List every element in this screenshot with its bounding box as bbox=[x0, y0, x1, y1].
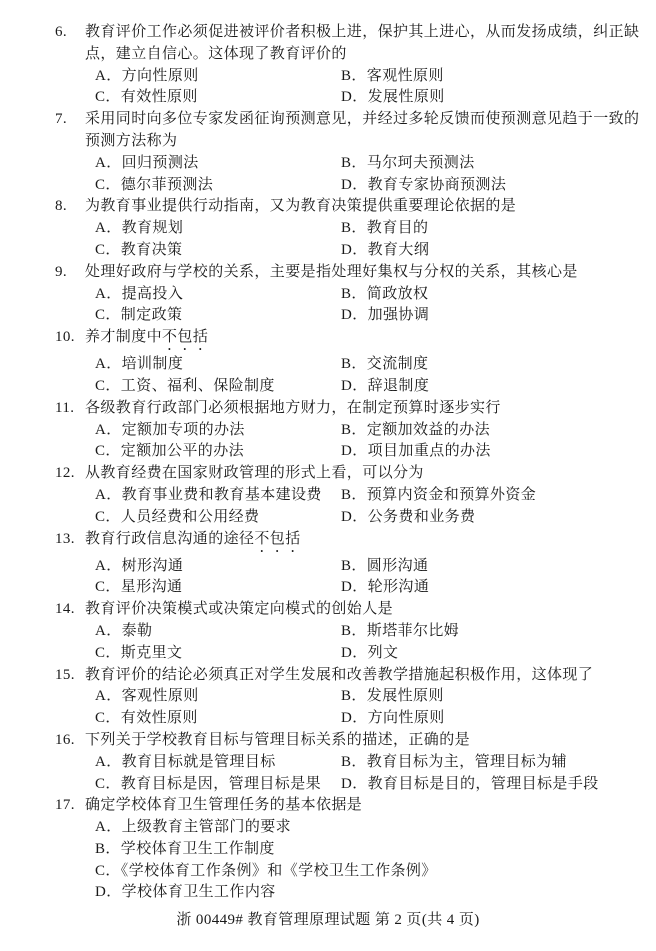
option: C．教育目标是因，管理目标是果 bbox=[95, 775, 322, 792]
option: A．上级教育主管部门的要求 bbox=[95, 819, 292, 836]
question-stem: 确定学校体育卫生管理任务的基本依据是 bbox=[85, 797, 363, 814]
question-body bbox=[85, 463, 645, 528]
footer-text: 浙 00449# 教育管理原理试题 第 2 页(共 4 页) bbox=[176, 912, 480, 928]
option: B．客观性原则 bbox=[341, 67, 444, 84]
option-row bbox=[95, 153, 645, 175]
question-stem: 养才制度中不包括 bbox=[85, 329, 209, 346]
option: D．教育大纲 bbox=[341, 241, 430, 258]
question bbox=[55, 327, 640, 398]
question-body bbox=[85, 730, 645, 795]
option-row bbox=[95, 420, 645, 442]
question-body bbox=[85, 529, 645, 600]
options bbox=[95, 218, 645, 262]
question-stem: 下列关于学校教育目标与管理目标关系的描述，正确的是 bbox=[85, 731, 471, 748]
question-body bbox=[85, 109, 645, 196]
option: B．斯塔菲尔比姆 bbox=[341, 622, 460, 639]
question bbox=[55, 262, 640, 327]
question bbox=[55, 22, 640, 109]
option-row bbox=[95, 643, 645, 665]
option: A．提高投入 bbox=[95, 285, 184, 302]
question-stem: 为教育事业提供行动指南，又为教育决策提供重要理论依据的是 bbox=[85, 198, 517, 215]
option: D．教育目标是目的，管理目标是手段 bbox=[341, 775, 599, 792]
option-row bbox=[95, 556, 645, 578]
options bbox=[95, 686, 645, 730]
question bbox=[55, 109, 640, 196]
question-stem: 采用同时向多位专家发函征询预测意见，并经过多轮反馈而使预测意见趋于一致的预测方法称为 bbox=[85, 111, 640, 149]
option-row bbox=[95, 66, 645, 88]
option: A．回归预测法 bbox=[95, 154, 199, 171]
question-number: 13. bbox=[55, 530, 75, 547]
option: C．星形沟通 bbox=[95, 579, 183, 596]
question-number: 16. bbox=[55, 731, 75, 748]
option-row bbox=[95, 354, 645, 376]
option-row bbox=[95, 621, 645, 643]
question bbox=[55, 463, 640, 528]
question-number: 14. bbox=[55, 601, 75, 618]
question bbox=[55, 599, 640, 664]
question-stem: 各级教育行政部门必须根据地方财力，在制定预算时逐步实行 bbox=[85, 399, 501, 416]
option: A．方向性原则 bbox=[95, 67, 199, 84]
question-number: 7. bbox=[55, 111, 68, 128]
option: B．教育目标为主，管理目标为辅 bbox=[341, 753, 568, 770]
question-stem: 教育评价决策模式或决策定向模式的创始人是 bbox=[85, 601, 394, 618]
option: C．制定政策 bbox=[95, 307, 183, 324]
option: C．《学校体育工作条例》和《学校卫生工作条例》 bbox=[95, 862, 437, 879]
question bbox=[55, 529, 640, 600]
option: B．定额加效益的办法 bbox=[341, 421, 491, 438]
option: B．马尔珂夫预测法 bbox=[341, 154, 475, 171]
question-stem: 从教育经费在国家财政管理的形式上看，可以分为 bbox=[85, 465, 424, 482]
question-body bbox=[85, 327, 645, 398]
option-row bbox=[95, 441, 645, 463]
question-body bbox=[85, 795, 645, 904]
option-row bbox=[95, 774, 645, 796]
option-row bbox=[95, 87, 645, 109]
option: A．定额加专项的办法 bbox=[95, 421, 245, 438]
option: D．教育专家协商预测法 bbox=[341, 176, 507, 193]
option: C．有效性原则 bbox=[95, 710, 198, 727]
option: B．学校体育卫生工作制度 bbox=[95, 840, 275, 857]
option: A．泰勒 bbox=[95, 622, 153, 639]
option: D．公务费和业务费 bbox=[341, 508, 476, 525]
option-row bbox=[95, 507, 645, 529]
option-row bbox=[95, 240, 645, 262]
option: B．预算内资金和预算外资金 bbox=[341, 486, 537, 503]
option: B．简政放权 bbox=[341, 285, 429, 302]
option-row bbox=[95, 175, 645, 197]
option-row bbox=[95, 305, 645, 327]
question-body bbox=[85, 599, 645, 664]
question-stem: 教育评价工作必须促进被评价者积极上进，保护其上进心，从而发扬成绩，纠正缺点，建立自信心。这体现了教育评价的 bbox=[85, 24, 640, 62]
option: B．圆形沟通 bbox=[341, 557, 429, 574]
options bbox=[95, 556, 645, 600]
question bbox=[55, 196, 640, 261]
option: D．发展性原则 bbox=[341, 89, 445, 106]
option: C．定额加公平的办法 bbox=[95, 443, 245, 460]
question-number: 9. bbox=[55, 263, 68, 280]
option-row bbox=[95, 218, 645, 240]
option: C．教育决策 bbox=[95, 241, 183, 258]
question bbox=[55, 665, 640, 730]
question bbox=[55, 730, 640, 795]
question-number: 10. bbox=[55, 329, 75, 346]
option: D．辞退制度 bbox=[341, 377, 430, 394]
page-footer bbox=[0, 910, 656, 932]
option: D．轮形沟通 bbox=[341, 579, 430, 596]
options bbox=[95, 153, 645, 197]
question-stem: 教育评价的结论必须真正对学生发展和改善教学措施起积极作用，这体现了 bbox=[85, 666, 594, 683]
option-row bbox=[95, 284, 645, 306]
question-body bbox=[85, 196, 645, 261]
option: C．工资、福利、保险制度 bbox=[95, 377, 275, 394]
options bbox=[95, 752, 645, 796]
options bbox=[95, 420, 645, 464]
option: C．斯克里文 bbox=[95, 644, 183, 661]
option: C．人员经费和公用经费 bbox=[95, 508, 260, 525]
option: A．树形沟通 bbox=[95, 557, 184, 574]
option-row bbox=[95, 686, 645, 708]
option: C．有效性原则 bbox=[95, 89, 198, 106]
option-row bbox=[95, 376, 645, 398]
question-body bbox=[85, 22, 645, 109]
question-number: 11. bbox=[55, 399, 75, 416]
option-row bbox=[95, 577, 645, 599]
option-row bbox=[95, 752, 645, 774]
options bbox=[95, 354, 645, 398]
emphasized-text: 不包括 bbox=[162, 329, 209, 346]
option: B．教育目的 bbox=[341, 220, 429, 237]
option: B．交流制度 bbox=[341, 356, 429, 373]
option: A．教育事业费和教育基本建设费 bbox=[95, 486, 322, 503]
question-list bbox=[55, 22, 640, 904]
option: C．德尔菲预测法 bbox=[95, 176, 214, 193]
option: A．教育规划 bbox=[95, 220, 184, 237]
question-body bbox=[85, 665, 645, 730]
options bbox=[95, 817, 645, 904]
option: D．方向性原则 bbox=[341, 710, 445, 727]
question-number: 17. bbox=[55, 797, 75, 814]
option: A．培训制度 bbox=[95, 356, 184, 373]
question bbox=[55, 795, 640, 904]
option: A．教育目标就是管理目标 bbox=[95, 753, 276, 770]
option: A．客观性原则 bbox=[95, 688, 199, 705]
question-number: 15. bbox=[55, 666, 75, 683]
emphasized-text: 不包括 bbox=[254, 530, 301, 547]
option: D．项目加重点的办法 bbox=[341, 443, 491, 460]
question-number: 6. bbox=[55, 24, 68, 40]
options bbox=[95, 66, 645, 110]
question bbox=[55, 398, 640, 463]
option: D．列文 bbox=[341, 644, 399, 661]
option-row bbox=[95, 708, 645, 730]
options bbox=[95, 621, 645, 665]
options bbox=[95, 485, 645, 529]
question-body bbox=[85, 398, 645, 463]
question-number: 12. bbox=[55, 465, 75, 482]
option: D．加强协调 bbox=[341, 307, 430, 324]
option: D．学校体育卫生工作内容 bbox=[95, 884, 276, 901]
question-stem: 教育行政信息沟通的途径不包括 bbox=[85, 530, 301, 547]
question-stem: 处理好政府与学校的关系，主要是指处理好集权与分权的关系，其核心是 bbox=[85, 263, 578, 280]
option: B．发展性原则 bbox=[341, 688, 444, 705]
option-row bbox=[95, 485, 645, 507]
options bbox=[95, 284, 645, 328]
question-body bbox=[85, 262, 645, 327]
question-number: 8. bbox=[55, 198, 68, 215]
